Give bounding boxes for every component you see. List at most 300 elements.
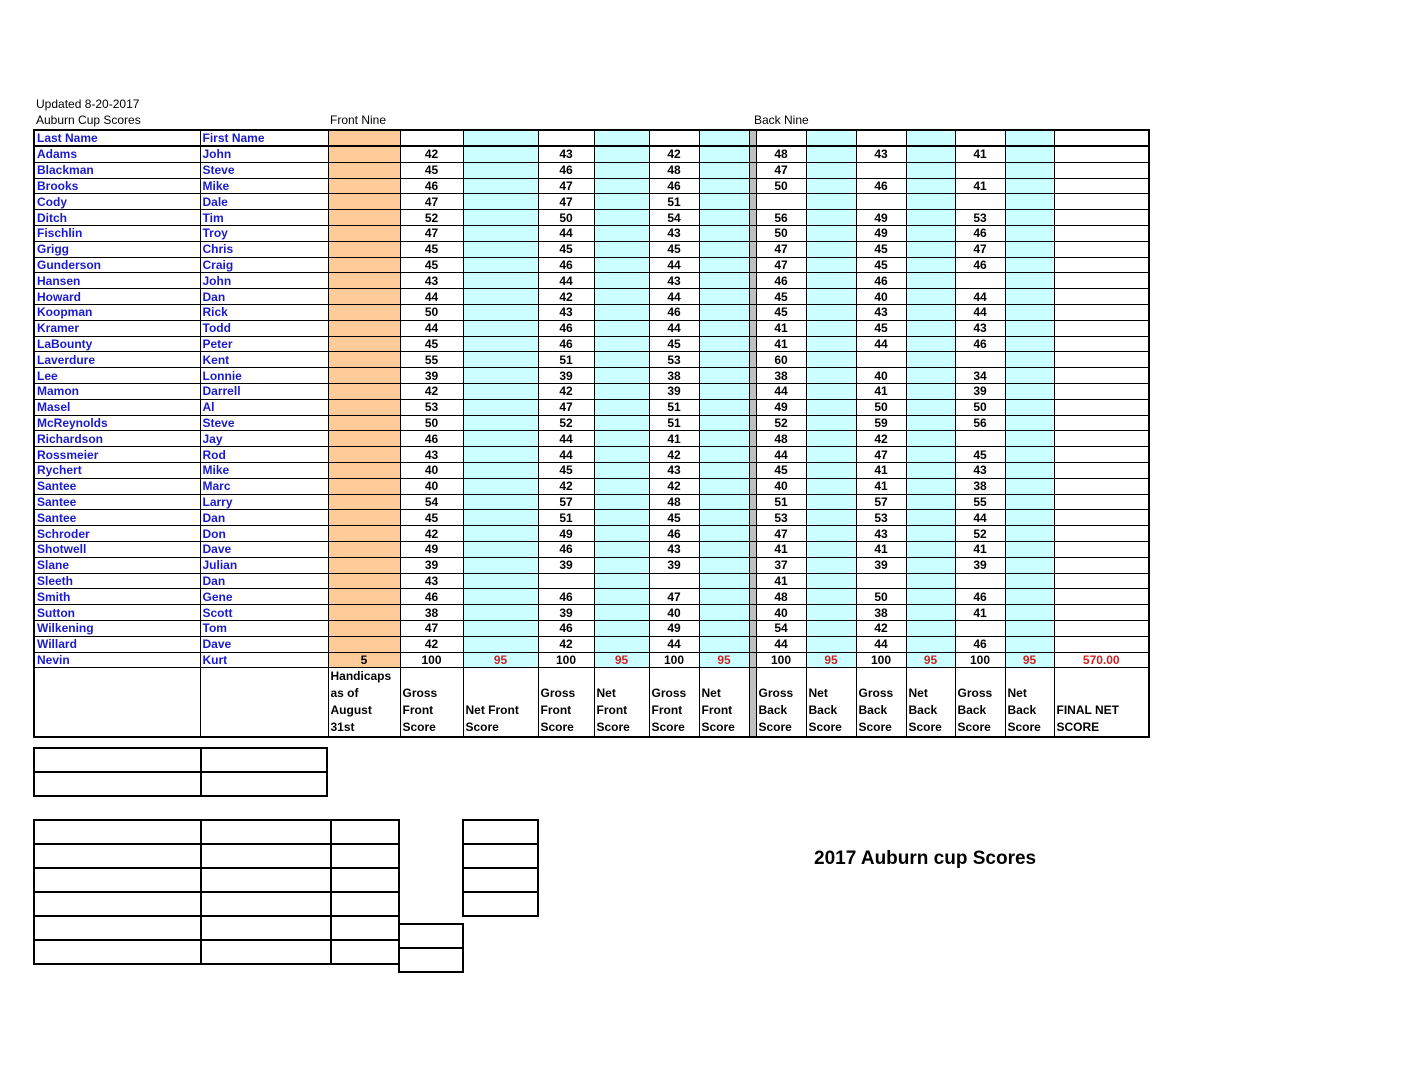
- first-name-cell: Steve: [200, 162, 328, 178]
- table-row: [34, 178, 1149, 194]
- net-back-1-cell: [806, 146, 856, 162]
- last-name-cell: Mamon: [34, 383, 200, 399]
- gross-front-3-cell: 48: [649, 162, 699, 178]
- gross-back-2-cell: 41: [856, 462, 906, 478]
- first-name-header: First Name: [200, 130, 328, 146]
- blank-cell: [331, 844, 399, 868]
- blank-cell: [201, 844, 331, 868]
- handicap-cell: [328, 462, 400, 478]
- handicap-cell: 5: [328, 652, 400, 668]
- final-net-score-cell: [1054, 257, 1149, 273]
- blank-cell: [34, 772, 201, 796]
- first-name-cell: Dale: [200, 194, 328, 210]
- net-front-2-cell: [594, 225, 649, 241]
- gross-back-2-cell: 45: [856, 257, 906, 273]
- net-front-3-cell: [699, 320, 749, 336]
- net-back-3-cell: [1005, 478, 1054, 494]
- net-back-1-cell: [806, 589, 856, 605]
- last-name-cell: Rychert: [34, 462, 200, 478]
- net-back-1-cell: [806, 210, 856, 226]
- blank-cell: [201, 820, 331, 844]
- net-front-2-cell: [594, 257, 649, 273]
- gross-front-2-cell: 45: [538, 462, 594, 478]
- header-cell: [594, 130, 649, 146]
- final-net-score-cell: [1054, 304, 1149, 320]
- gross-front-3-cell: 51: [649, 399, 699, 415]
- gross-front-1-cell: 38: [400, 605, 463, 621]
- net-front-3-cell: [699, 605, 749, 621]
- handicap-cell: [328, 162, 400, 178]
- gross-front-2-cell: 42: [538, 383, 594, 399]
- gross-back-1-cell: 60: [756, 352, 806, 368]
- blank-cell: [331, 868, 399, 892]
- gross-front-2-cell: 39: [538, 368, 594, 384]
- gross-front-1-cell: 47: [400, 225, 463, 241]
- net-front-2-cell: [594, 241, 649, 257]
- net-back-1-cell: [806, 636, 856, 652]
- gross-front-3-cell: 51: [649, 415, 699, 431]
- net-front-3-cell: [699, 462, 749, 478]
- final-net-score-cell: [1054, 589, 1149, 605]
- gross-back-2-cell: 47: [856, 447, 906, 463]
- first-name-cell: Troy: [200, 225, 328, 241]
- column-label: Gross Back Score: [955, 668, 1005, 738]
- net-back-2-cell: [906, 289, 955, 305]
- gross-back-2-cell: 41: [856, 478, 906, 494]
- table-row: [34, 636, 1149, 652]
- net-back-2-cell: [906, 352, 955, 368]
- column-divider: [749, 541, 756, 557]
- net-front-3-cell: [699, 146, 749, 162]
- net-front-3-cell: [699, 526, 749, 542]
- handicap-cell: [328, 399, 400, 415]
- net-back-2-cell: [906, 636, 955, 652]
- table-row: [34, 526, 1149, 542]
- gross-back-1-cell: 53: [756, 510, 806, 526]
- gross-back-1-cell: 46: [756, 273, 806, 289]
- gross-back-3-cell: 46: [955, 257, 1005, 273]
- column-divider: [749, 225, 756, 241]
- net-front-1-cell: [463, 447, 538, 463]
- first-name-cell: Jay: [200, 431, 328, 447]
- back-nine-label: Back Nine: [754, 113, 809, 127]
- gross-back-1-cell: 44: [756, 636, 806, 652]
- gross-front-2-cell: 45: [538, 241, 594, 257]
- gross-back-3-cell: 52: [955, 526, 1005, 542]
- gross-front-2-cell: 47: [538, 178, 594, 194]
- handicap-cell: [328, 273, 400, 289]
- gross-back-3-cell: [955, 620, 1005, 636]
- net-front-2-cell: [594, 447, 649, 463]
- first-name-cell: Darrell: [200, 383, 328, 399]
- gross-front-1-cell: 45: [400, 241, 463, 257]
- gross-front-3-cell: 43: [649, 462, 699, 478]
- gross-back-3-cell: 39: [955, 383, 1005, 399]
- gross-front-2-cell: 44: [538, 225, 594, 241]
- column-label: Gross Back Score: [856, 668, 906, 738]
- table-row: [34, 510, 1149, 526]
- net-front-1-cell: [463, 589, 538, 605]
- column-label: Net Front Score: [463, 668, 538, 738]
- gross-back-2-cell: 53: [856, 510, 906, 526]
- gross-front-3-cell: 44: [649, 257, 699, 273]
- column-divider: [749, 241, 756, 257]
- net-front-3-cell: [699, 431, 749, 447]
- column-divider: [749, 162, 756, 178]
- gross-back-1-cell: 50: [756, 225, 806, 241]
- gross-back-1-cell: 47: [756, 241, 806, 257]
- handicap-cell: [328, 257, 400, 273]
- column-divider: [749, 399, 756, 415]
- first-name-cell: Peter: [200, 336, 328, 352]
- column-label: Net Front Score: [699, 668, 749, 738]
- gross-back-1-cell: 41: [756, 573, 806, 589]
- gross-front-2-cell: 46: [538, 336, 594, 352]
- gross-back-1-cell: 48: [756, 431, 806, 447]
- gross-front-1-cell: 39: [400, 557, 463, 573]
- table-row: [34, 494, 1149, 510]
- final-net-score-cell: [1054, 526, 1149, 542]
- net-front-2-cell: [594, 320, 649, 336]
- gross-back-1-cell: [756, 194, 806, 210]
- net-front-1-cell: [463, 494, 538, 510]
- net-front-2-cell: [594, 352, 649, 368]
- gross-front-2-cell: 46: [538, 320, 594, 336]
- net-front-2-cell: [594, 368, 649, 384]
- last-name-cell: Sleeth: [34, 573, 200, 589]
- net-back-2-cell: [906, 510, 955, 526]
- first-name-cell: Chris: [200, 241, 328, 257]
- gross-front-3-cell: 39: [649, 557, 699, 573]
- gross-back-3-cell: 56: [955, 415, 1005, 431]
- gross-back-1-cell: 47: [756, 526, 806, 542]
- net-back-3-cell: [1005, 194, 1054, 210]
- net-back-2-cell: [906, 368, 955, 384]
- handicap-cell: [328, 304, 400, 320]
- blank-cell: [399, 948, 463, 972]
- net-back-3-cell: [1005, 431, 1054, 447]
- net-front-2-cell: [594, 589, 649, 605]
- last-name-cell: Santee: [34, 510, 200, 526]
- final-net-score-cell: [1054, 636, 1149, 652]
- handicap-cell: [328, 478, 400, 494]
- gross-back-3-cell: 41: [955, 605, 1005, 621]
- gross-back-3-cell: [955, 352, 1005, 368]
- column-divider: [749, 431, 756, 447]
- gross-back-2-cell: 50: [856, 589, 906, 605]
- gross-front-3-cell: 44: [649, 636, 699, 652]
- net-front-3-cell: [699, 383, 749, 399]
- gross-front-3-cell: 41: [649, 431, 699, 447]
- gross-front-2-cell: 43: [538, 304, 594, 320]
- blank-cell: [331, 820, 399, 844]
- column-divider: [749, 368, 756, 384]
- last-name-cell: Grigg: [34, 241, 200, 257]
- gross-back-1-cell: 48: [756, 589, 806, 605]
- gross-back-3-cell: [955, 573, 1005, 589]
- final-net-score-cell: 570.00: [1054, 652, 1149, 668]
- net-back-1-cell: [806, 573, 856, 589]
- table-row: [34, 447, 1149, 463]
- table-row: [34, 241, 1149, 257]
- net-front-2-cell: [594, 605, 649, 621]
- final-net-score-cell: [1054, 383, 1149, 399]
- net-front-2-cell: [594, 573, 649, 589]
- net-back-3-cell: [1005, 162, 1054, 178]
- gross-front-1-cell: 54: [400, 494, 463, 510]
- last-name-cell: Koopman: [34, 304, 200, 320]
- net-front-3-cell: [699, 620, 749, 636]
- blank-cell: [463, 892, 538, 916]
- blank-cell: [463, 820, 538, 844]
- gross-front-1-cell: 45: [400, 257, 463, 273]
- table-row: [34, 652, 1149, 668]
- gross-back-2-cell: 44: [856, 636, 906, 652]
- column-divider: [749, 194, 756, 210]
- table-row: [34, 573, 1149, 589]
- blank-cell: [201, 892, 331, 916]
- final-net-score-cell: [1054, 320, 1149, 336]
- final-net-score-cell: [1054, 194, 1149, 210]
- net-back-1-cell: [806, 620, 856, 636]
- gross-back-2-cell: 57: [856, 494, 906, 510]
- net-back-3-cell: [1005, 462, 1054, 478]
- net-front-3-cell: [699, 289, 749, 305]
- gross-back-1-cell: 40: [756, 478, 806, 494]
- net-back-3-cell: [1005, 304, 1054, 320]
- net-front-3-cell: [699, 368, 749, 384]
- gross-back-1-cell: 48: [756, 146, 806, 162]
- net-back-1-cell: [806, 178, 856, 194]
- column-divider: [749, 478, 756, 494]
- table-row: [34, 478, 1149, 494]
- net-back-1-cell: [806, 447, 856, 463]
- net-front-2-cell: [594, 289, 649, 305]
- net-back-1-cell: [806, 510, 856, 526]
- gross-back-2-cell: 45: [856, 241, 906, 257]
- net-back-2-cell: [906, 273, 955, 289]
- gross-front-2-cell: 51: [538, 352, 594, 368]
- final-net-score-cell: [1054, 352, 1149, 368]
- net-back-2-cell: [906, 399, 955, 415]
- last-name-cell: Sutton: [34, 605, 200, 621]
- net-back-1-cell: [806, 415, 856, 431]
- handicap-cell: [328, 589, 400, 605]
- column-divider: [749, 257, 756, 273]
- net-front-2-cell: [594, 510, 649, 526]
- column-label: Gross Front Score: [538, 668, 594, 738]
- first-name-cell: Steve: [200, 415, 328, 431]
- last-name-cell: McReynolds: [34, 415, 200, 431]
- header-cell: [400, 130, 463, 146]
- handicap-cell: [328, 447, 400, 463]
- net-back-3-cell: [1005, 336, 1054, 352]
- gross-front-1-cell: 43: [400, 447, 463, 463]
- first-name-cell: Rod: [200, 447, 328, 463]
- header-cell: [649, 130, 699, 146]
- final-net-score-cell: [1054, 494, 1149, 510]
- last-name-cell: Wilkening: [34, 620, 200, 636]
- gross-back-2-cell: 49: [856, 225, 906, 241]
- net-back-3-cell: [1005, 573, 1054, 589]
- header-cell: [699, 130, 749, 146]
- last-name-cell: LaBounty: [34, 336, 200, 352]
- gross-back-1-cell: 49: [756, 399, 806, 415]
- column-divider: [749, 668, 756, 738]
- net-front-2-cell: [594, 399, 649, 415]
- column-divider: [749, 415, 756, 431]
- gross-front-2-cell: 39: [538, 557, 594, 573]
- column-label: Net Back Score: [806, 668, 856, 738]
- gross-front-2-cell: 44: [538, 273, 594, 289]
- handicap-cell: [328, 557, 400, 573]
- gross-back-2-cell: [856, 352, 906, 368]
- net-front-1-cell: [463, 320, 538, 336]
- first-name-cell: Kurt: [200, 652, 328, 668]
- final-net-score-cell: [1054, 146, 1149, 162]
- net-back-1-cell: [806, 241, 856, 257]
- net-front-1-cell: [463, 352, 538, 368]
- gross-back-1-cell: 51: [756, 494, 806, 510]
- final-net-score-cell: [1054, 225, 1149, 241]
- first-name-cell: Craig: [200, 257, 328, 273]
- table-row: [34, 257, 1149, 273]
- gross-back-2-cell: 38: [856, 605, 906, 621]
- net-front-2-cell: [594, 146, 649, 162]
- net-back-3-cell: [1005, 368, 1054, 384]
- net-front-3-cell: [699, 352, 749, 368]
- gross-back-1-cell: 45: [756, 304, 806, 320]
- net-front-3-cell: [699, 225, 749, 241]
- gross-front-3-cell: 43: [649, 225, 699, 241]
- handicap-cell: [328, 526, 400, 542]
- final-net-score-cell: [1054, 431, 1149, 447]
- net-back-1-cell: [806, 368, 856, 384]
- first-name-cell: Lonnie: [200, 368, 328, 384]
- gross-front-3-cell: 43: [649, 273, 699, 289]
- net-back-2-cell: [906, 557, 955, 573]
- net-back-1-cell: [806, 273, 856, 289]
- net-back-2-cell: [906, 589, 955, 605]
- net-front-2-cell: [594, 194, 649, 210]
- column-divider: [749, 605, 756, 621]
- table-row: [34, 383, 1149, 399]
- net-back-3-cell: [1005, 589, 1054, 605]
- net-back-3-cell: [1005, 494, 1054, 510]
- net-back-2-cell: [906, 605, 955, 621]
- net-back-1-cell: [806, 225, 856, 241]
- column-divider: [749, 557, 756, 573]
- net-back-3-cell: [1005, 210, 1054, 226]
- net-front-3-cell: [699, 273, 749, 289]
- handicap-cell: [328, 415, 400, 431]
- first-name-cell: Al: [200, 399, 328, 415]
- last-name-header: Last Name: [34, 130, 200, 146]
- net-back-2-cell: [906, 241, 955, 257]
- net-front-3-cell: [699, 557, 749, 573]
- last-name-cell: Rossmeier: [34, 447, 200, 463]
- report-title: 2017 Auburn cup Scores: [814, 848, 1037, 869]
- gross-back-2-cell: 45: [856, 320, 906, 336]
- final-net-score-cell: [1054, 241, 1149, 257]
- net-front-3-cell: [699, 257, 749, 273]
- first-name-cell: Larry: [200, 494, 328, 510]
- handicap-cell: [328, 368, 400, 384]
- gross-front-2-cell: 52: [538, 415, 594, 431]
- gross-front-3-cell: 42: [649, 447, 699, 463]
- gross-back-3-cell: 53: [955, 210, 1005, 226]
- column-label: Gross Front Score: [400, 668, 463, 738]
- gross-front-1-cell: 44: [400, 289, 463, 305]
- first-name-cell: Marc: [200, 478, 328, 494]
- handicap-cell: [328, 146, 400, 162]
- gross-back-2-cell: 59: [856, 415, 906, 431]
- gross-front-1-cell: 46: [400, 431, 463, 447]
- net-back-1-cell: [806, 304, 856, 320]
- final-net-score-cell: [1054, 415, 1149, 431]
- first-name-cell: Tom: [200, 620, 328, 636]
- table-row: [34, 304, 1149, 320]
- first-name-cell: Mike: [200, 462, 328, 478]
- scores-table: [33, 129, 1150, 738]
- net-front-2-cell: [594, 162, 649, 178]
- gross-back-1-cell: 54: [756, 620, 806, 636]
- net-back-3-cell: [1005, 241, 1054, 257]
- table-row: [34, 541, 1149, 557]
- net-front-3-cell: [699, 336, 749, 352]
- net-front-1-cell: [463, 541, 538, 557]
- net-front-3-cell: [699, 478, 749, 494]
- gross-front-2-cell: 46: [538, 162, 594, 178]
- final-net-score-cell: [1054, 605, 1149, 621]
- last-name-cell: Masel: [34, 399, 200, 415]
- last-name-cell: Smith: [34, 589, 200, 605]
- final-net-score-cell: [1054, 573, 1149, 589]
- blank-cell: [34, 820, 201, 844]
- net-front-3-cell: [699, 399, 749, 415]
- net-front-3-cell: [699, 178, 749, 194]
- net-back-2-cell: [906, 194, 955, 210]
- blank-grid-bottom: [398, 923, 464, 973]
- last-name-cell: Brooks: [34, 178, 200, 194]
- net-back-2-cell: 95: [906, 652, 955, 668]
- blank-cell: [34, 748, 201, 772]
- net-back-1-cell: [806, 383, 856, 399]
- gross-back-2-cell: 40: [856, 289, 906, 305]
- last-name-cell: Shotwell: [34, 541, 200, 557]
- gross-front-3-cell: 48: [649, 494, 699, 510]
- net-front-2-cell: [594, 383, 649, 399]
- net-front-1-cell: [463, 573, 538, 589]
- net-back-2-cell: [906, 383, 955, 399]
- column-divider: [749, 130, 756, 146]
- gross-back-3-cell: 44: [955, 289, 1005, 305]
- handicap-cell: [328, 289, 400, 305]
- blank-cell: [34, 868, 201, 892]
- net-back-1-cell: [806, 462, 856, 478]
- gross-front-3-cell: 46: [649, 178, 699, 194]
- net-front-1-cell: [463, 383, 538, 399]
- header-cell: [955, 130, 1005, 146]
- net-back-3-cell: [1005, 620, 1054, 636]
- column-label: Net Back Score: [906, 668, 955, 738]
- gross-front-1-cell: 39: [400, 368, 463, 384]
- gross-front-2-cell: 39: [538, 605, 594, 621]
- gross-front-1-cell: 44: [400, 320, 463, 336]
- blank-cell: [201, 772, 327, 796]
- net-back-2-cell: [906, 494, 955, 510]
- last-name-cell: Adams: [34, 146, 200, 162]
